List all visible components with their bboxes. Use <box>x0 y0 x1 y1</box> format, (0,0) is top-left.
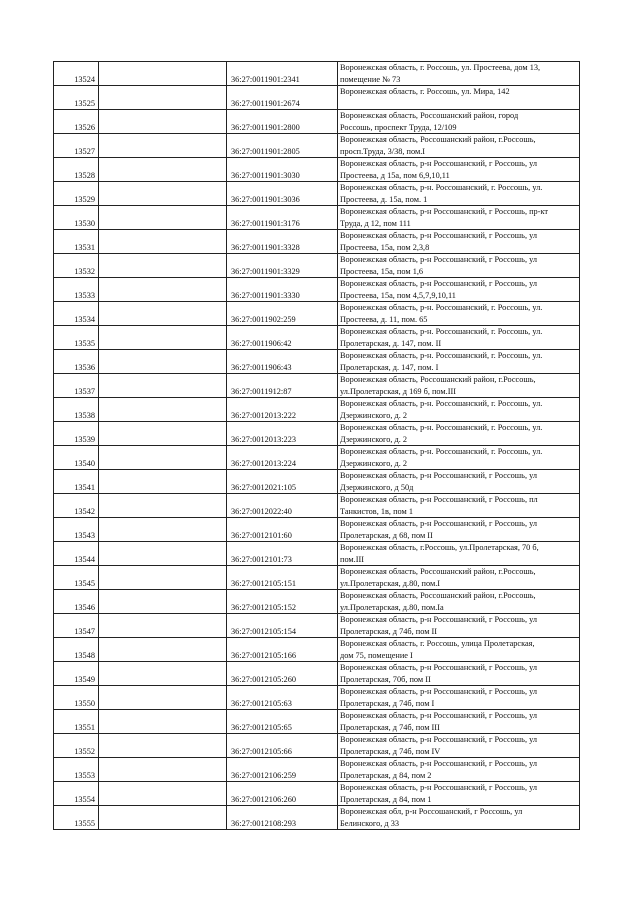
address-line-2: Пролетарская, 70б, пом II <box>340 674 431 684</box>
empty-cell <box>99 134 227 158</box>
address-line-1: Воронежская область, г.Россошь, ул.Пролетарская, 70 б, <box>340 543 539 552</box>
row-number-cell: 13553 <box>54 758 99 782</box>
row-number-cell: 13546 <box>54 590 99 614</box>
table-row <box>54 662 580 686</box>
cadastral-number-cell: 36:27:0012108:293 <box>227 806 338 830</box>
address-line-1: Воронежская область, р-н Россошанский, г Россошь, ул <box>340 783 538 792</box>
address-cell <box>338 662 580 686</box>
address-line-2: Танкистов, 1в, пом 1 <box>340 506 413 516</box>
empty-cell <box>99 158 227 182</box>
address-line-1: Воронежская область, р-н Россошанский, г Россошь, ул <box>340 615 538 624</box>
row-number-cell: 13554 <box>54 782 99 806</box>
address-cell <box>338 374 580 398</box>
cadastral-number-cell: 36:27:0012106:259 <box>227 758 338 782</box>
table-row <box>54 350 580 374</box>
cadastral-number-cell: 36:27:0011912:87 <box>227 374 338 398</box>
row-number-cell: 13545 <box>54 566 99 590</box>
address-line-2: ул.Пролетарская, д 169 б, пом.III <box>340 386 457 396</box>
empty-cell <box>99 662 227 686</box>
empty-cell <box>99 422 227 446</box>
address-line-2: Пролетарская, д 74б, пом II <box>340 626 438 636</box>
address-cell <box>338 470 580 494</box>
empty-cell <box>99 326 227 350</box>
cadastral-number-cell: 36:27:0012105:151 <box>227 566 338 590</box>
empty-cell <box>99 518 227 542</box>
empty-cell <box>99 494 227 518</box>
address-line-1: Воронежская область, Россошанский район, г.Россошь, <box>340 375 536 384</box>
address-line-1: Воронежская область, р-н Россошанский, г Россошь, ул <box>340 519 538 528</box>
table-row <box>54 158 580 182</box>
property-table-body <box>54 62 580 830</box>
empty-cell <box>99 230 227 254</box>
row-number-cell: 13552 <box>54 734 99 758</box>
address-line-1: Воронежская область, Россошанский район, город <box>340 111 519 120</box>
table-row <box>54 734 580 758</box>
address-line-2: Пролетарская, д 84, пом 1 <box>340 794 432 804</box>
address-line-1: Воронежская область, г. Россошь, ул. Простеева, дом 13, <box>340 63 541 72</box>
table-row <box>54 398 580 422</box>
address-cell <box>338 62 580 86</box>
row-number-cell: 13538 <box>54 398 99 422</box>
table-row <box>54 134 580 158</box>
address-line-2: Пролетарская, д 74б, пом IV <box>340 746 441 756</box>
table-row <box>54 326 580 350</box>
address-line-2: Дзержинского, д. 2 <box>340 458 408 468</box>
address-cell <box>338 278 580 302</box>
row-number-cell: 13551 <box>54 710 99 734</box>
row-number-cell: 13527 <box>54 134 99 158</box>
row-number-cell: 13536 <box>54 350 99 374</box>
empty-cell <box>99 542 227 566</box>
row-number-cell: 13547 <box>54 614 99 638</box>
row-number-cell: 13526 <box>54 110 99 134</box>
address-cell <box>338 614 580 638</box>
address-line-1: Воронежская область, р-н Россошанский, г Россошь, пл <box>340 495 538 504</box>
row-number-cell: 13528 <box>54 158 99 182</box>
cadastral-number-cell: 36:27:0011906:43 <box>227 350 338 374</box>
cadastral-number-cell: 36:27:0011901:3176 <box>227 206 338 230</box>
address-line-2: Пролетарская, д. 147, пом. I <box>340 362 439 372</box>
address-line-2: ул.Пролетарская, д.80, пом.I <box>340 578 441 588</box>
empty-cell <box>99 638 227 662</box>
address-line-2: Белинского, д 33 <box>340 818 399 828</box>
cadastral-number-cell: 36:27:0011901:3036 <box>227 182 338 206</box>
table-row <box>54 710 580 734</box>
address-cell <box>338 494 580 518</box>
cadastral-number-cell: 36:27:0011902:259 <box>227 302 338 326</box>
row-number-cell: 13533 <box>54 278 99 302</box>
address-cell <box>338 806 580 830</box>
row-number-cell: 13549 <box>54 662 99 686</box>
empty-cell <box>99 86 227 110</box>
row-number-cell: 13534 <box>54 302 99 326</box>
address-line-1: Воронежская область, р-н Россошанский, г Россошь, ул <box>340 255 538 264</box>
table-row <box>54 590 580 614</box>
address-cell <box>338 710 580 734</box>
table-row <box>54 182 580 206</box>
address-line-1: Воронежская область, р-н Россошанский, г Россошь, ул <box>340 735 538 744</box>
cadastral-number-cell: 36:27:0012105:260 <box>227 662 338 686</box>
address-line-2: Простеева, 15а, пом 4,5,7,9,10,11 <box>340 290 456 300</box>
cadastral-number-cell: 36:27:0012013:223 <box>227 422 338 446</box>
empty-cell <box>99 62 227 86</box>
row-number-cell: 13542 <box>54 494 99 518</box>
address-line-2: ул.Пролетарская, д.80, пом.Iа <box>340 602 444 612</box>
address-cell <box>338 758 580 782</box>
table-row <box>54 494 580 518</box>
address-line-1: Воронежская область, р-н Россошанский, г Россошь, пр-кт <box>340 207 549 216</box>
table-row <box>54 422 580 446</box>
empty-cell <box>99 686 227 710</box>
empty-cell <box>99 806 227 830</box>
empty-cell <box>99 734 227 758</box>
table-row <box>54 302 580 326</box>
row-number-cell: 13537 <box>54 374 99 398</box>
cadastral-number-cell: 36:27:0012021:105 <box>227 470 338 494</box>
table-row <box>54 446 580 470</box>
document-sheet <box>53 61 580 830</box>
address-line-2: Россошь, проспект Труда, 12/109 <box>340 122 457 132</box>
address-line-2: Дзержинского, д. 2 <box>340 410 408 420</box>
property-table <box>53 61 580 830</box>
cadastral-number-cell: 36:27:0012106:260 <box>227 782 338 806</box>
cadastral-number-cell: 36:27:0012013:222 <box>227 398 338 422</box>
address-line-2: Простеева, 15а, пом 1,6 <box>340 266 424 276</box>
address-line-2: Дзержинского, д 50д <box>340 482 414 492</box>
table-row <box>54 782 580 806</box>
address-line-1: Воронежская область, р-н Россошанский, г Россошь, ул <box>340 231 538 240</box>
empty-cell <box>99 206 227 230</box>
row-number-cell: 13535 <box>54 326 99 350</box>
address-cell <box>338 782 580 806</box>
row-number-cell: 13540 <box>54 446 99 470</box>
address-line-1: Воронежская область, Россошанский район, г.Россошь, <box>340 135 536 144</box>
row-number-cell: 13539 <box>54 422 99 446</box>
address-cell <box>338 110 580 134</box>
table-row <box>54 86 580 110</box>
table-row <box>54 110 580 134</box>
table-row <box>54 374 580 398</box>
row-number-cell: 13550 <box>54 686 99 710</box>
address-cell <box>338 158 580 182</box>
empty-cell <box>99 302 227 326</box>
address-line-2: дом 75, помещение I <box>340 650 413 660</box>
address-line-2: Простеева, д. 15а, пом. 1 <box>340 194 428 204</box>
address-line-1: Воронежская область, Россошанский район, г.Россошь, <box>340 567 536 576</box>
address-line-1: Воронежская область, р-н. Россошанский, г. Россошь, ул. <box>340 327 543 336</box>
address-cell <box>338 590 580 614</box>
cadastral-number-cell: 36:27:0012022:40 <box>227 494 338 518</box>
cadastral-number-cell: 36:27:0011901:2674 <box>227 86 338 110</box>
cadastral-number-cell: 36:27:0011901:3329 <box>227 254 338 278</box>
address-cell <box>338 230 580 254</box>
table-row <box>54 542 580 566</box>
address-cell <box>338 206 580 230</box>
empty-cell <box>99 614 227 638</box>
address-line-1: Воронежская область, Россошанский район, г.Россошь, <box>340 591 536 600</box>
address-line-1: Воронежская область, р-н. Россошанский, г. Россошь, ул. <box>340 351 543 360</box>
address-line-1: Воронежская область, р-н. Россошанский, г. Россошь, ул. <box>340 399 543 408</box>
row-number-cell: 13524 <box>54 62 99 86</box>
address-line-1: Воронежская область, р-н Россошанский, г Россошь, ул <box>340 159 538 168</box>
address-cell <box>338 254 580 278</box>
empty-cell <box>99 566 227 590</box>
empty-cell <box>99 278 227 302</box>
address-line-2: Простеева, 15а, пом 2,3,8 <box>340 242 430 252</box>
cadastral-number-cell: 36:27:0011901:3330 <box>227 278 338 302</box>
address-line-2: Пролетарская, д 74б, пом I <box>340 698 435 708</box>
empty-cell <box>99 446 227 470</box>
address-line-1: Воронежская область, г. Россошь, ул. Мира, 142 <box>340 87 510 96</box>
row-number-cell: 13525 <box>54 86 99 110</box>
table-row <box>54 62 580 86</box>
address-line-1: Воронежская область, г. Россошь, улица Пролетарская, <box>340 639 535 648</box>
table-row <box>54 758 580 782</box>
address-cell <box>338 686 580 710</box>
cadastral-number-cell: 36:27:0012105:166 <box>227 638 338 662</box>
row-number-cell: 13532 <box>54 254 99 278</box>
address-cell <box>338 86 580 110</box>
address-cell <box>338 638 580 662</box>
address-line-2: Простеева, д 15а, пом 6,9,10,11 <box>340 170 450 180</box>
cadastral-number-cell: 36:27:0011901:2800 <box>227 110 338 134</box>
address-line-1: Воронежская область, р-н. Россошанский, г. Россошь, ул. <box>340 303 543 312</box>
row-number-cell: 13531 <box>54 230 99 254</box>
row-number-cell: 13548 <box>54 638 99 662</box>
address-cell <box>338 326 580 350</box>
address-line-2: Простеева, д. 11, пом. 65 <box>340 314 428 324</box>
empty-cell <box>99 782 227 806</box>
row-number-cell: 13543 <box>54 518 99 542</box>
empty-cell <box>99 110 227 134</box>
address-cell <box>338 518 580 542</box>
address-line-2: помещение № 73 <box>340 74 401 84</box>
table-row <box>54 206 580 230</box>
table-row <box>54 614 580 638</box>
empty-cell <box>99 398 227 422</box>
address-cell <box>338 350 580 374</box>
empty-cell <box>99 758 227 782</box>
cadastral-number-cell: 36:27:0011901:3328 <box>227 230 338 254</box>
address-cell <box>338 302 580 326</box>
address-line-1: Воронежская область, р-н Россошанский, г Россошь, ул <box>340 279 538 288</box>
address-line-2: Труда, д 12, пом 111 <box>340 218 411 228</box>
empty-cell <box>99 182 227 206</box>
cadastral-number-cell: 36:27:0012105:63 <box>227 686 338 710</box>
cadastral-number-cell: 36:27:0012105:152 <box>227 590 338 614</box>
address-cell <box>338 398 580 422</box>
row-number-cell: 13529 <box>54 182 99 206</box>
row-number-cell: 13541 <box>54 470 99 494</box>
row-number-cell: 13544 <box>54 542 99 566</box>
empty-cell <box>99 590 227 614</box>
cadastral-number-cell: 36:27:0011901:3030 <box>227 158 338 182</box>
address-line-1: Воронежская область, р-н Россошанский, г Россошь, ул <box>340 711 538 720</box>
table-row <box>54 806 580 830</box>
address-line-2: Пролетарская, д 74б, пом III <box>340 722 440 732</box>
address-line-2: Пролетарская, д. 147, пом. II <box>340 338 442 348</box>
table-row <box>54 638 580 662</box>
address-line-1: Воронежская обл, р-н Россошанский, г Россошь, ул <box>340 807 523 816</box>
cadastral-number-cell: 36:27:0012105:66 <box>227 734 338 758</box>
address-cell <box>338 422 580 446</box>
address-line-1: Воронежская область, р-н Россошанский, г Россошь, ул <box>340 663 538 672</box>
address-line-1: Воронежская область, р-н Россошанский, г Россошь, ул <box>340 687 538 696</box>
address-line-2: Дзержинского, д. 2 <box>340 434 408 444</box>
table-row <box>54 470 580 494</box>
cadastral-number-cell: 36:27:0012101:60 <box>227 518 338 542</box>
address-line-2: Пролетарская, д 84, пом 2 <box>340 770 432 780</box>
table-row <box>54 566 580 590</box>
address-cell <box>338 182 580 206</box>
address-line-2: просп.Труда, 3/38, пом.I <box>340 146 426 156</box>
address-line-1: Воронежская область, р-н. Россошанский, г. Россошь, ул. <box>340 447 543 456</box>
address-line-1: Воронежская область, р-н Россошанский, г Россошь, ул <box>340 471 538 480</box>
table-row <box>54 686 580 710</box>
empty-cell <box>99 470 227 494</box>
address-line-1: Воронежская область, р-н Россошанский, г Россошь, ул <box>340 759 538 768</box>
cadastral-number-cell: 36:27:0011901:2805 <box>227 134 338 158</box>
address-line-2: пом.III <box>340 554 365 564</box>
empty-cell <box>99 374 227 398</box>
table-row <box>54 518 580 542</box>
table-row <box>54 254 580 278</box>
address-cell <box>338 734 580 758</box>
row-number-cell: 13530 <box>54 206 99 230</box>
table-row <box>54 278 580 302</box>
address-line-1: Воронежская область, р-н. Россошанский, г. Россошь, ул. <box>340 423 543 432</box>
cadastral-number-cell: 36:27:0011906:42 <box>227 326 338 350</box>
cadastral-number-cell: 36:27:0011901:2341 <box>227 62 338 86</box>
row-number-cell: 13555 <box>54 806 99 830</box>
address-line-2: Пролетарская, д 68, пом II <box>340 530 433 540</box>
empty-cell <box>99 710 227 734</box>
cadastral-number-cell: 36:27:0012101:73 <box>227 542 338 566</box>
empty-cell <box>99 350 227 374</box>
cadastral-number-cell: 36:27:0012105:154 <box>227 614 338 638</box>
address-cell <box>338 134 580 158</box>
table-row <box>54 230 580 254</box>
cadastral-number-cell: 36:27:0012105:65 <box>227 710 338 734</box>
address-cell <box>338 566 580 590</box>
address-line-1: Воронежская область, р-н. Россошанский, г. Россошь, ул. <box>340 183 543 192</box>
cadastral-number-cell: 36:27:0012013:224 <box>227 446 338 470</box>
address-cell <box>338 446 580 470</box>
address-cell <box>338 542 580 566</box>
empty-cell <box>99 254 227 278</box>
